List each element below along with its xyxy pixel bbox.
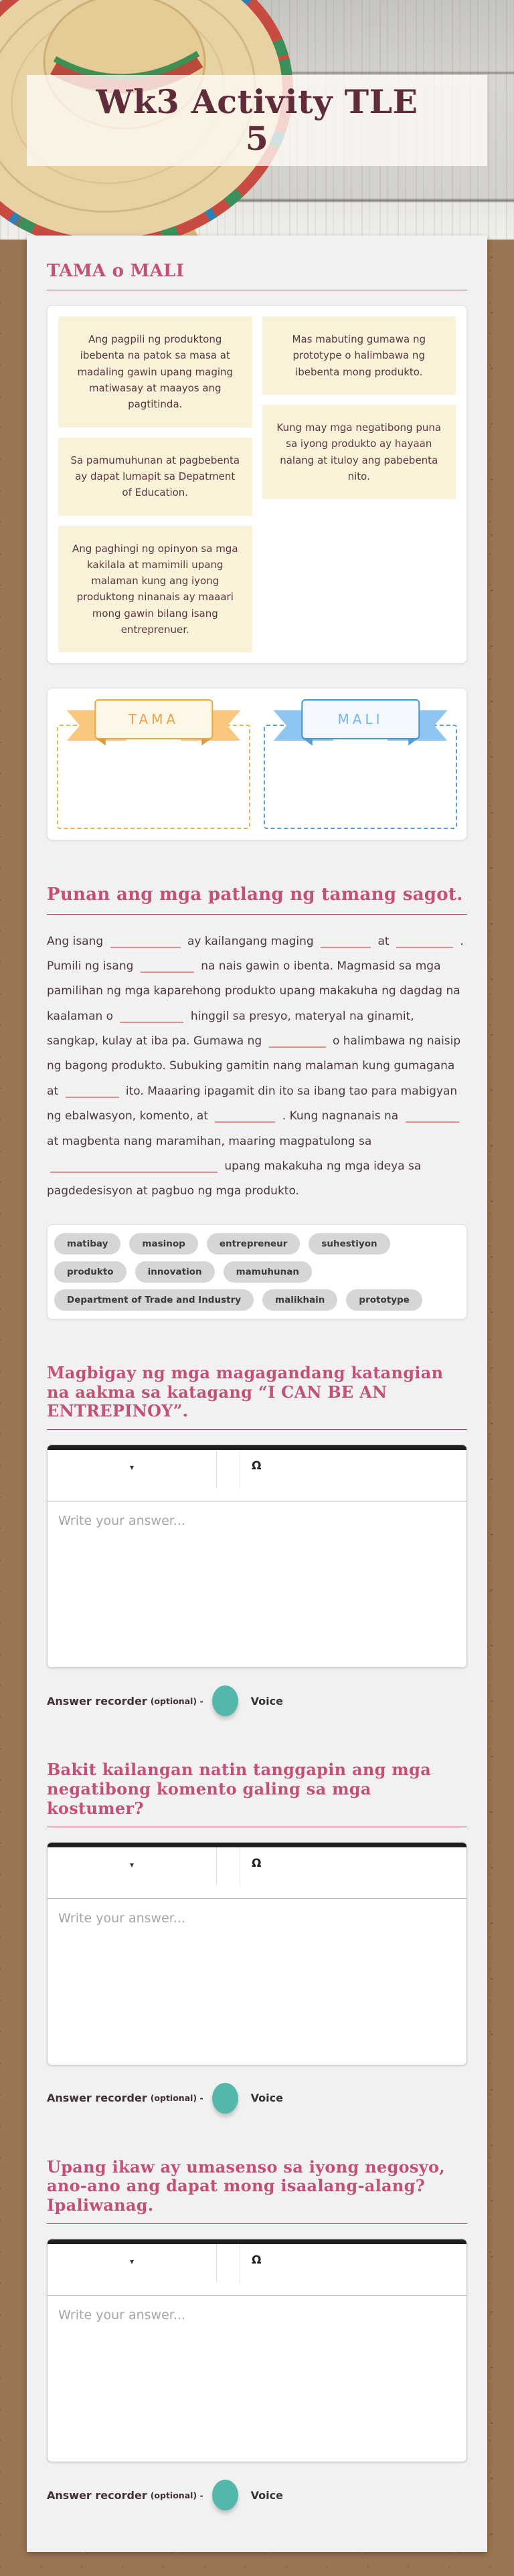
word-chip[interactable]: Department of Trade and Industry	[54, 1289, 254, 1311]
word-chip[interactable]: suhestiyon	[309, 1233, 390, 1255]
answer-editor	[47, 2239, 467, 2462]
answer-blank[interactable]	[269, 1034, 326, 1048]
divider	[47, 1429, 467, 1430]
answer-input[interactable]: Write your answer...	[58, 1513, 185, 1529]
answer-blank[interactable]	[110, 935, 181, 948]
questions-container	[47, 1364, 467, 2510]
voice-record-button[interactable]	[212, 2083, 238, 2114]
format-dropdown[interactable]	[48, 1847, 216, 1882]
editor-toolbar	[48, 1847, 466, 1899]
tama-ribbon	[57, 699, 250, 747]
answer-recorder-row	[47, 2480, 467, 2510]
editor-top-border	[48, 1843, 466, 1847]
answer-recorder-row	[47, 1685, 467, 1716]
word-chip[interactable]: entrepreneur	[207, 1233, 301, 1255]
special-character-button[interactable]: Ω	[240, 1450, 261, 1473]
editor-top-border	[48, 2239, 466, 2244]
statement-card[interactable]: Ang pagpili ng produktong ibebenta na patok sa masa at madaling gawin upang maging matiwasay at maayos ang pagtitinda.	[58, 316, 252, 427]
editor-top-border	[48, 1445, 466, 1450]
divider	[47, 2223, 467, 2224]
mali-ribbon-label: MALI	[301, 699, 420, 739]
recorder-label: Answer recorder	[47, 2488, 147, 2502]
mali-bin	[264, 699, 457, 829]
chevron-down-icon: ▾	[129, 2257, 135, 2266]
section-heading-tama-o-mali: TAMA o MALI	[47, 261, 185, 281]
recorder-label: Answer recorder	[47, 1694, 147, 1708]
answer-blank[interactable]	[141, 959, 194, 973]
answer-input[interactable]: Write your answer...	[58, 2308, 185, 2322]
divider	[47, 914, 467, 915]
statement-card[interactable]: Mas mabuting gumawa ng prototype o halimbawa ng ibebenta mong produkto.	[262, 316, 456, 395]
voice-label: Voice	[250, 2092, 283, 2105]
statement-cards-container	[47, 305, 467, 664]
answer-blank[interactable]	[406, 1109, 459, 1123]
word-chip[interactable]: malikhain	[262, 1289, 337, 1311]
editor-toolbar	[48, 2244, 466, 2296]
answer-editor	[47, 1445, 467, 1668]
special-character-button[interactable]: Ω	[240, 2244, 261, 2267]
toolbar-empty-button[interactable]	[217, 1450, 240, 1451]
format-dropdown[interactable]	[48, 1450, 216, 1485]
sorting-bins-card	[47, 688, 467, 840]
question-heading: Upang ikaw ay umasenso sa iyong negosyo, ano-ano ang dapat mong isaalang-alang? Ipaliwanag.	[47, 2156, 445, 2215]
tama-bin	[57, 699, 250, 829]
special-character-button[interactable]: Ω	[240, 1847, 261, 1870]
word-chip[interactable]: mamuhunan	[224, 1261, 312, 1283]
word-bank	[47, 1224, 467, 1319]
chevron-down-icon: ▾	[129, 1463, 135, 1473]
answer-recorder-row	[47, 2083, 467, 2114]
page-title-line1: Wk3 Activity TLE	[96, 82, 418, 122]
format-dropdown[interactable]	[48, 2244, 216, 2279]
page-title	[96, 84, 418, 157]
recorder-optional-label: (optional) -	[150, 2490, 203, 2500]
tama-ribbon-label: TAMA	[94, 699, 213, 739]
cards-col-right	[262, 316, 456, 652]
recorder-optional-label: (optional) -	[150, 1695, 203, 1706]
toolbar-separator	[216, 2244, 217, 2283]
answer-blank[interactable]	[321, 935, 371, 948]
mali-ribbon	[264, 699, 457, 747]
answer-input[interactable]: Write your answer...	[58, 1910, 185, 1926]
word-chip[interactable]: matibay	[54, 1233, 120, 1255]
voice-record-button[interactable]	[212, 2480, 238, 2510]
voice-record-button[interactable]	[212, 1685, 238, 1716]
answer-blank[interactable]	[215, 1109, 275, 1123]
question-section	[47, 1760, 467, 2113]
word-chip[interactable]: masinop	[129, 1233, 197, 1255]
answer-editor	[47, 1842, 467, 2065]
toolbar-empty-button[interactable]	[217, 1847, 240, 1849]
recorder-optional-label: (optional) -	[150, 2093, 203, 2104]
answer-blank[interactable]	[120, 1010, 183, 1023]
voice-label: Voice	[250, 2488, 283, 2502]
title-banner	[27, 75, 487, 166]
question-heading: Bakit kailangan natin tanggapin ang mga negatibong komento galing sa mga kostumer?	[47, 1760, 432, 1818]
fill-blanks-section	[47, 885, 467, 1319]
fill-blanks-paragraph: Ang isang ay kailangang maging at . Pumili ng isang na nais gawin o ibenta. Magmasid sa mga pamilihan ng mga kaparehong produkto upang makakuha ng dagdag na kaalaman o hinggil sa presyo, materyal na ginamit, sangkap, kulay at iba pa. Gumawa ng o halimbawa ng naisip ng bagong produkto. Subuking gamitin nang malaman kung gumagana at ito. Maaaring ipagamit din ito sa ibang tao para mabigyan ng ebalwasyon, komento, at . Kung nagnanais na at magbenta nang maramihan, maaring magpatulong sa upang makakuha ng mga ideya sa pagdedesisyon at pagbuo ng mga produkto.	[47, 934, 464, 1198]
word-chip[interactable]: prototype	[346, 1289, 422, 1311]
statement-card[interactable]: Ang paghingi ng opinyon sa mga kakilala at mamimili upang malaman kung ang iyong produktong ninanais ay maaari mong gawin bilang isang entreprenuer.	[58, 526, 252, 653]
recorder-label: Answer recorder	[47, 2092, 147, 2105]
question-section	[47, 2158, 467, 2510]
statement-card[interactable]: Kung may mga negatibong puna sa iyong produkto ay hayaan nalang at ituloy ang pabebenta nito.	[262, 405, 456, 499]
page-bottom-margin	[0, 2552, 514, 2576]
question-section	[47, 1364, 467, 1716]
question-heading: Magbigay ng mga magagandang katangian na aakma sa katagang “I CAN BE AN ENTREPINOY”.	[47, 1362, 444, 1421]
toolbar-separator	[216, 1847, 217, 1886]
answer-blank[interactable]	[396, 935, 453, 948]
section-heading-fill-blanks: Punan ang mga patlang ng tamang sagot.	[47, 885, 463, 905]
chevron-down-icon: ▾	[129, 1859, 135, 1869]
page-title-line2: 5	[245, 119, 269, 158]
word-chip[interactable]: produkto	[54, 1261, 126, 1283]
header-banner	[0, 0, 514, 240]
answer-blank[interactable]	[50, 1160, 218, 1173]
toolbar-empty-button[interactable]	[217, 2244, 240, 2245]
toolbar-separator	[216, 1450, 217, 1489]
word-chip[interactable]: innovation	[135, 1261, 215, 1283]
answer-blank[interactable]	[66, 1085, 119, 1098]
voice-label: Voice	[250, 1694, 283, 1708]
worksheet-panel	[27, 236, 487, 2552]
editor-toolbar	[48, 1450, 466, 1501]
cards-col-left	[58, 316, 252, 652]
statement-card[interactable]: Sa pamumuhunan at pagbebenta ay dapat lumapit sa Depatment of Education.	[58, 438, 252, 516]
